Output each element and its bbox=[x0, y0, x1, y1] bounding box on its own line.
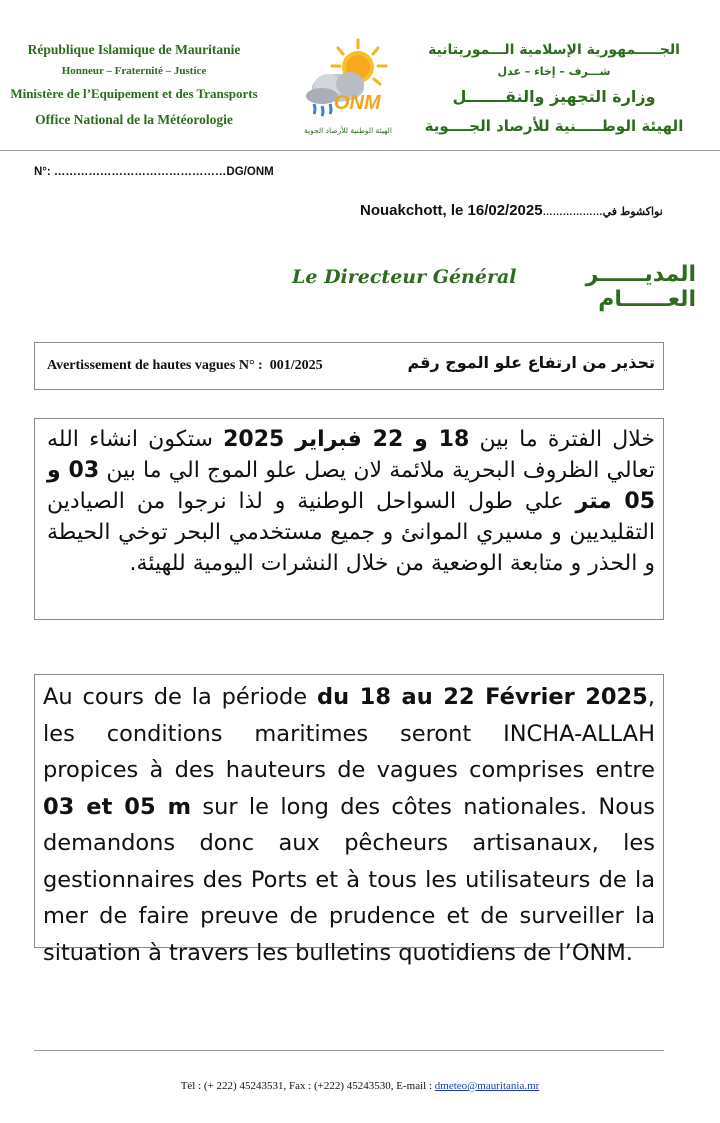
header-ar-republic: الجـــــمهورية الإسلامية الـــموريتانية bbox=[428, 42, 680, 58]
footer-email-link[interactable]: dmeteo@mauritania.mr bbox=[434, 1080, 540, 1092]
warning-title-ar: تحذير من ارتفاع علو الموج رقم bbox=[407, 353, 655, 372]
footer-contact bbox=[0, 1080, 720, 1092]
signatory-fr: Le Directeur Général bbox=[292, 266, 517, 288]
warning-title-box bbox=[34, 342, 664, 390]
date-ar: نواكشوط في bbox=[602, 206, 663, 218]
onm-logo bbox=[298, 34, 398, 144]
arabic-notice-box bbox=[34, 418, 664, 620]
header-fr bbox=[0, 40, 268, 134]
header-fr-office: Office National de la Météorologie bbox=[35, 112, 233, 127]
french-text-part: sur le long des côtes nationales. Nous demandons donc aux pêcheurs artisanaux, les gestionnaires des Ports et à tous les utilisateurs de la mer de faire preuve de prudence et de surveiller la situation à travers les bulletins quotidiens de l’ONM. bbox=[43, 793, 655, 966]
date-fr: Nouakchott, le 16/02/2025 bbox=[360, 202, 543, 219]
date-dots: ……………… bbox=[542, 207, 603, 218]
signatory-ar: المديــــــر العــــــام bbox=[585, 262, 696, 312]
arabic-text-part: خلال الفترة ما بين bbox=[469, 427, 655, 452]
footer-contact-text: Tél : (+ 222) 45243531, Fax : (+222) 45243530, E-mail : bbox=[180, 1080, 435, 1092]
header-ar-ministry: وزارة التجهيز والنقـــــــل bbox=[452, 87, 656, 106]
french-text-part: , les conditions maritimes seront INCHA-ALLAH propices à des hauteurs de vagues comprises entre bbox=[43, 684, 655, 783]
french-notice-box bbox=[34, 674, 664, 966]
header-ar bbox=[420, 38, 688, 140]
arabic-notice-text bbox=[35, 419, 663, 579]
footer-rule bbox=[34, 1050, 664, 1051]
arabic-wave-height: 03 و 05 متر bbox=[47, 458, 656, 514]
reference-number: N°: ………………………………………DG/ONM bbox=[34, 166, 274, 178]
header-ar-motto: شـــرف – إخاء – عدل bbox=[497, 65, 611, 78]
logo-caption: الهيئة الوطنية للأرصاد الجوية bbox=[304, 126, 392, 135]
french-notice-text bbox=[35, 675, 663, 971]
french-wave-height: 03 et 05 m bbox=[43, 793, 192, 820]
header-fr-ministry: Ministère de l’Equipement et des Transports bbox=[10, 86, 258, 101]
french-dates: du 18 au 22 Février 2025 bbox=[317, 684, 648, 710]
header-ar-office: الهيئة الوطـــــنية للأرصاد الجــــوية bbox=[424, 117, 684, 135]
warning-title-fr: Avertissement de hautes vagues N° : 001/2025 bbox=[47, 358, 323, 373]
header-rule bbox=[0, 150, 720, 151]
arabic-text-part: ستكون انشاء الله تعالي الظروف البحرية ملائمة لان يصل علو الموج الي ما بين bbox=[47, 427, 655, 483]
header-fr-republic: République Islamique de Mauritanie bbox=[27, 42, 241, 57]
header-fr-motto: Honneur – Fraternité – Justice bbox=[61, 65, 207, 77]
arabic-dates: 18 و 22 فبراير 2025 bbox=[223, 427, 470, 452]
arabic-text-part: علي طول السواحل الوطنية و لذا نرجوا من الصيادين التقليديين و مسيري الموانئ و جميع مستخدمي البحر توخي الحيطة و الحذر و متابعة الوضعية من خلال النشرات اليومية للهيئة. bbox=[47, 489, 655, 576]
date-line bbox=[360, 202, 670, 220]
french-text-part: Au cours de la période bbox=[43, 684, 318, 710]
logo-acronym: ONM bbox=[334, 92, 381, 114]
